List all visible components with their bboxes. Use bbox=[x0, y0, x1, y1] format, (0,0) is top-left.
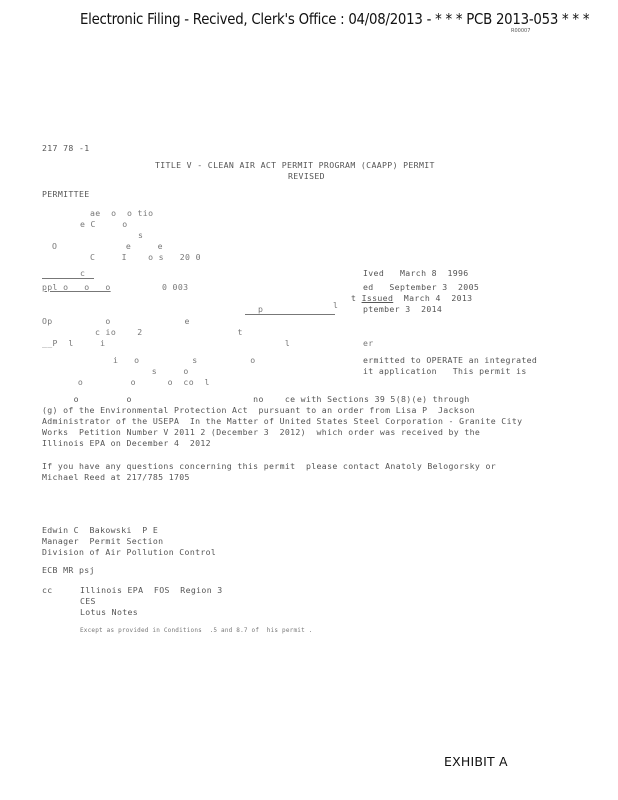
operate-fragment: er bbox=[363, 338, 374, 348]
permittee-fragment: C I o s 20 0 bbox=[90, 252, 201, 262]
issued-label: Issued bbox=[361, 293, 394, 303]
document-subtitle: REVISED bbox=[288, 171, 325, 181]
footnote: Except as provided in Conditions .5 and 8.7 of his permit . bbox=[80, 627, 313, 634]
renewal-date: ed September 3 2005 bbox=[363, 282, 480, 292]
original-issue-date: Ived March 8 1996 bbox=[363, 268, 469, 278]
dates-fragment: l bbox=[333, 300, 339, 310]
filing-stamp: Electronic Filing - Recived, Clerk's Office : 04/08/2013 - * * * PCB 2013-053 * * * bbox=[80, 10, 590, 28]
permittee-label: PERMITTEE bbox=[42, 189, 90, 199]
initials: ECB MR psj bbox=[42, 565, 95, 575]
cc-line: CES bbox=[80, 596, 96, 606]
permittee-fragment: s bbox=[138, 230, 144, 240]
cc-label: cc bbox=[42, 585, 53, 595]
exhibit-label: EXHIBIT A bbox=[444, 754, 508, 769]
expiration-date: ptember 3 2014 bbox=[363, 304, 443, 314]
contact-line: If you have any questions concerning this permit please contact Anatoly Belogorsky or bbox=[42, 461, 497, 471]
body-paragraph-line: Administrator of the USEPA In the Matter of United States Steel Corporation - Granite City bbox=[42, 416, 523, 426]
dates-fragment: ppl o o o bbox=[42, 282, 111, 292]
dates-fragment: 0 003 bbox=[162, 282, 189, 292]
permittee-fragment: e C o bbox=[80, 219, 128, 229]
operate-fragment: i o s o bbox=[113, 355, 256, 365]
issued-date: March 4 2013 bbox=[393, 293, 473, 303]
stamp-code: R00007 bbox=[511, 28, 531, 34]
operate-fragment: c io 2 t bbox=[95, 327, 243, 337]
operate-statement: it application This permit is bbox=[363, 366, 527, 376]
permit-id-line: 217 78 -1 bbox=[42, 143, 90, 153]
permittee-fragment: ae o o tio bbox=[90, 208, 154, 218]
operate-fragment: o o o co l bbox=[62, 377, 210, 387]
document-title: TITLE V - CLEAN AIR ACT PERMIT PROGRAM (CAAPP) PERMIT bbox=[155, 160, 435, 170]
body-paragraph-line: (g) of the Environmental Protection Act pursuant to an order from Lisa P Jackson bbox=[42, 405, 475, 415]
issued-date-line bbox=[351, 293, 472, 303]
operate-statement: ermitted to OPERATE an integrated bbox=[363, 355, 538, 365]
body-paragraph-line: Works Petition Number V 2011 2 (December 3 2012) which order was received by the bbox=[42, 427, 481, 437]
cc-line: Illinois EPA FOS Region 3 bbox=[80, 585, 223, 595]
contact-line: Michael Reed at 217/785 1705 bbox=[42, 472, 190, 482]
operate-fragment: __P l i l bbox=[42, 338, 291, 348]
dates-fragment: p bbox=[258, 304, 264, 314]
underline-rule bbox=[245, 314, 335, 315]
cc-line: Lotus Notes bbox=[80, 607, 139, 617]
permittee-fragment: O e e bbox=[52, 241, 163, 251]
dates-fragment: c bbox=[80, 268, 86, 278]
signatory-title: Manager Permit Section bbox=[42, 536, 164, 546]
signatory-name: Edwin C Bakowski P E bbox=[42, 525, 159, 535]
issued-prefix: t bbox=[351, 293, 362, 303]
underline-rule bbox=[42, 278, 94, 279]
signatory-division: Division of Air Pollution Control bbox=[42, 547, 217, 557]
operate-fragment: Op o e bbox=[42, 316, 190, 326]
body-paragraph-line: Illinois EPA on December 4 2012 bbox=[42, 438, 211, 448]
body-paragraph-line: o o no ce with Sections 39 5(8)(e) through bbox=[42, 394, 470, 404]
operate-fragment: s o bbox=[62, 366, 189, 376]
